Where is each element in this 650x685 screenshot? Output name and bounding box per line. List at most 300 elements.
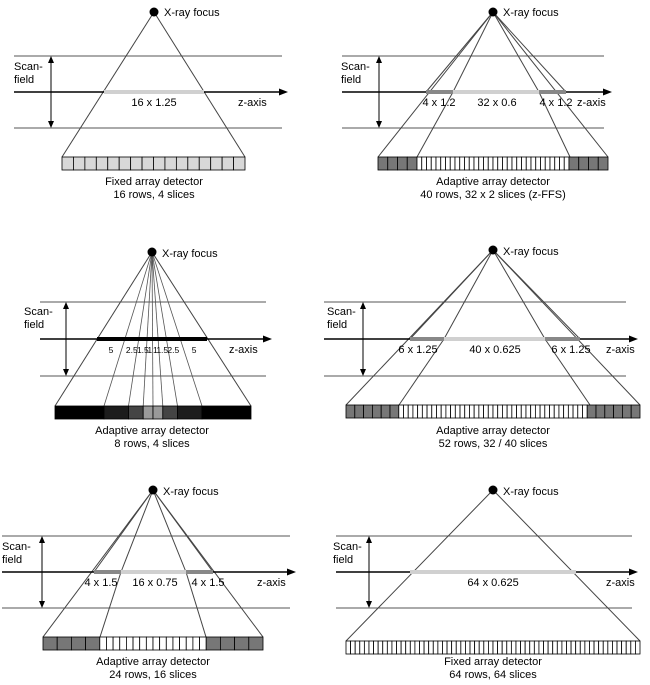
detector-row-cell — [557, 641, 562, 654]
detector-row-cell — [85, 157, 96, 170]
detector-row-cell — [516, 641, 521, 654]
detector-inner-row-cell — [568, 405, 573, 418]
detector-row-cell — [176, 157, 187, 170]
scan-field-label-line-2: field — [341, 74, 362, 86]
detector-outer-row-cell — [220, 637, 234, 650]
z-axis-arrowhead — [263, 336, 272, 343]
detector-inner-row-cell — [550, 157, 555, 170]
row-width-label: 1 — [147, 345, 153, 355]
detector-inner-row-cell — [545, 405, 550, 418]
fan-beam-inner-ray — [493, 12, 566, 92]
detector-inner-row-cell — [126, 637, 133, 650]
detector-caption-title: Fixed array detector — [444, 656, 542, 668]
detector-row-cell — [479, 641, 484, 654]
detector-outer-row-cell — [346, 405, 355, 418]
detector-row-cell — [234, 157, 245, 170]
detector-row-cell — [424, 641, 429, 654]
detector-inner-row-cell — [120, 637, 127, 650]
detector-row-cell — [603, 641, 608, 654]
detector-inner-row-cell — [560, 157, 565, 170]
row-width-label: 1.5 — [136, 345, 149, 355]
collimation-label-outer-left: 4 x 1.5 — [84, 577, 118, 589]
detector-outer-row-cell — [622, 405, 631, 418]
detector-array — [55, 406, 251, 419]
detector-outer-row-cell — [587, 405, 596, 418]
detector-inner-row-cell — [507, 157, 512, 170]
detector-inner-row-cell — [451, 405, 456, 418]
detector-outer-row-cell — [390, 405, 399, 418]
detector-row-cell — [635, 641, 640, 654]
scan-field-label-line-2: field — [327, 319, 348, 331]
collimation-label-inner: 16 x 0.75 — [132, 577, 178, 589]
detector-row-cell — [73, 157, 84, 170]
x-ray-focus-label: X-ray focus — [164, 7, 220, 19]
detector-inner-row-cell — [474, 157, 479, 170]
x-ray-focus-point — [148, 248, 157, 257]
detector-inner-row-cell — [531, 157, 536, 170]
detector-row-cell — [465, 641, 470, 654]
detector-inner-row-cell — [427, 405, 432, 418]
collimation-label-inner: 32 x 0.6 — [477, 97, 517, 109]
detector-row-cell — [364, 641, 369, 654]
detector-outer-row-cell — [598, 157, 608, 170]
detector-row-cell — [521, 641, 526, 654]
detector-outer-row-cell — [381, 405, 390, 418]
detector-row-cell — [544, 641, 549, 654]
detector-inner-row-cell — [507, 405, 512, 418]
z-axis-arrowhead — [287, 569, 296, 576]
detector-inner-row-cell — [200, 637, 207, 650]
scan-field-label-line-1: Scan- — [2, 541, 31, 553]
detector-inner-row-cell — [502, 405, 507, 418]
detector-row-cell — [178, 406, 203, 419]
detector-inner-row-cell — [479, 405, 484, 418]
detector-caption-title: Adaptive array detector — [436, 425, 550, 437]
fan-beam-row-rays — [104, 252, 202, 406]
detector-caption-details: 40 rows, 32 x 2 slices (z-FFS) — [420, 189, 566, 201]
panel-adaptive-52-row — [324, 246, 640, 451]
x-ray-focus-point — [489, 8, 498, 17]
detector-inner-row-cell — [436, 405, 441, 418]
fan-beam-inner-ray — [493, 250, 545, 339]
x-ray-focus-point — [489, 486, 498, 495]
detector-row-cell — [507, 641, 512, 654]
fan-beam-inner-ray — [94, 490, 153, 572]
scan-field-arrowhead-up — [48, 56, 54, 63]
detector-row-cell — [452, 641, 457, 654]
detector-caption-details: 8 rows, 4 slices — [114, 438, 190, 450]
detector-row-cell — [108, 157, 119, 170]
detector-inner-row-cell — [399, 405, 404, 418]
row-width-label: 1.5 — [156, 345, 169, 355]
scan-field-arrowhead-up — [366, 536, 372, 543]
detector-row-cell — [438, 641, 443, 654]
detector-array — [378, 157, 608, 170]
scan-field-label-line-1: Scan- — [327, 306, 356, 318]
detector-row-cell — [553, 641, 558, 654]
detector-outer-row-cell — [372, 405, 381, 418]
scan-field-label-line-2: field — [24, 319, 45, 331]
scan-field-arrowhead-up — [39, 536, 45, 543]
detector-row-cell — [378, 641, 383, 654]
fan-beam-right-edge — [154, 12, 245, 157]
detector-row-cell — [55, 406, 104, 419]
collimation-label-outer-left: 4 x 1.2 — [422, 97, 456, 109]
x-ray-focus-label: X-ray focus — [503, 7, 559, 19]
detector-inner-row-cell — [469, 405, 474, 418]
detector-row-cell — [511, 641, 516, 654]
detector-inner-row-cell — [559, 405, 564, 418]
detector-outer-row-cell — [398, 157, 408, 170]
detector-row-cell — [488, 641, 493, 654]
z-axis-label: z-axis — [577, 97, 606, 109]
detector-inner-row-cell — [465, 405, 470, 418]
detector-inner-row-cell — [140, 637, 147, 650]
detector-row-cell — [154, 157, 165, 170]
detector-inner-row-cell — [146, 637, 153, 650]
detector-caption-title: Fixed array detector — [105, 176, 203, 188]
fan-beam-row-ray — [129, 252, 153, 406]
detector-inner-row-cell — [564, 157, 569, 170]
detector-row-cell — [580, 641, 585, 654]
detector-row-cell — [142, 157, 153, 170]
detector-inner-row-cell — [541, 157, 546, 170]
scan-field-label-line-2: field — [2, 554, 23, 566]
x-ray-focus-label: X-ray focus — [163, 486, 219, 498]
detector-row-cell — [129, 406, 144, 419]
detector-row-cell — [631, 641, 636, 654]
detector-inner-row-cell — [512, 405, 517, 418]
detector-row-cell — [447, 641, 452, 654]
fan-beam-inner-ray — [153, 490, 186, 572]
detector-inner-row-cell — [540, 405, 545, 418]
z-axis-label: z-axis — [606, 344, 635, 356]
detector-inner-row-cell — [535, 405, 540, 418]
detector-outer-row-cell — [235, 637, 249, 650]
detector-row-cell — [617, 641, 622, 654]
detector-inner-row-cell — [422, 157, 427, 170]
detector-row-cell — [199, 157, 210, 170]
fan-beam-left-edge — [346, 490, 493, 641]
detector-row-cell — [470, 641, 475, 654]
z-axis-label: z-axis — [229, 344, 258, 356]
fan-beam-left-edge — [55, 252, 152, 406]
z-axis-arrowhead — [279, 89, 288, 96]
detector-row-cell — [392, 641, 397, 654]
detector-row-cell — [571, 641, 576, 654]
scan-field-arrowhead-down — [376, 121, 382, 128]
detector-caption-title: Adaptive array detector — [95, 425, 209, 437]
detector-inner-row-cell — [479, 157, 484, 170]
collimation-label-inner: 40 x 0.625 — [469, 344, 521, 356]
scan-field-label-line-2: field — [14, 74, 35, 86]
detector-row-cell — [484, 641, 489, 654]
detector-inner-row-cell — [526, 405, 531, 418]
detector-row-cell — [442, 641, 447, 654]
detector-inner-row-cell — [493, 405, 498, 418]
detector-row-cell — [165, 157, 176, 170]
detector-row-cell — [456, 641, 461, 654]
detector-array — [346, 641, 640, 654]
scan-field-arrowhead-down — [63, 369, 69, 376]
detector-row-cell — [131, 157, 142, 170]
fan-beam-inner-ray — [493, 250, 580, 339]
detector-outer-row-cell — [605, 405, 614, 418]
panel-adaptive-8-row — [24, 248, 272, 451]
x-ray-focus-label: X-ray focus — [503, 246, 559, 258]
fan-beam-left-edge — [378, 12, 493, 157]
fan-beam-row-ray — [152, 252, 153, 406]
detector-outer-row-cell — [364, 405, 373, 418]
collimation-label: 16 x 1.25 — [131, 97, 177, 109]
row-width-label: 1 — [152, 345, 158, 355]
scan-field-arrowhead-up — [376, 56, 382, 63]
detector-inner-row-cell — [522, 157, 527, 170]
detector-outer-row-cell — [71, 637, 85, 650]
detector-inner-row-cell — [554, 405, 559, 418]
detector-inner-row-cell — [550, 405, 555, 418]
fan-beam-inner-ray — [493, 12, 539, 92]
detector-caption-title: Adaptive array detector — [96, 656, 210, 668]
collimation-label-outer-right: 6 x 1.25 — [551, 344, 591, 356]
scan-field-arrowhead-down — [366, 601, 372, 608]
detector-outer-row-cell — [407, 157, 417, 170]
detector-inner-row-cell — [417, 157, 422, 170]
x-ray-focus-label: X-ray focus — [162, 248, 218, 260]
scan-field-label-line-1: Scan- — [333, 541, 362, 553]
detector-inner-row-cell — [404, 405, 409, 418]
detector-row-cell — [202, 406, 251, 419]
detector-inner-row-cell — [173, 637, 180, 650]
detector-inner-row-cell — [193, 637, 200, 650]
detector-outer-row-cell — [57, 637, 71, 650]
z-axis-arrowhead — [603, 89, 612, 96]
panel-fixed-64-row — [333, 486, 640, 682]
detector-row-cell — [429, 641, 434, 654]
detector-row-cell — [346, 641, 351, 654]
detector-outer-row-cell — [378, 157, 388, 170]
detector-row-cell — [534, 641, 539, 654]
x-ray-focus-label: X-ray focus — [503, 486, 559, 498]
scan-field-label-line-2: field — [333, 554, 354, 566]
detector-row-cell — [433, 641, 438, 654]
detector-row-cell — [576, 641, 581, 654]
detector-row-cell — [222, 157, 233, 170]
row-width-label: 5 — [108, 345, 114, 355]
detector-row-cell — [96, 157, 107, 170]
detector-inner-row-cell — [521, 405, 526, 418]
fan-beam-inner-ray — [121, 490, 153, 572]
detector-inner-row-cell — [418, 405, 423, 418]
detector-inner-row-cell — [153, 637, 160, 650]
detector-caption-details: 64 rows, 64 slices — [449, 669, 537, 681]
detector-inner-row-cell — [106, 637, 113, 650]
detector-row-cell — [585, 641, 590, 654]
x-ray-focus-point — [150, 8, 159, 17]
x-ray-focus-point — [489, 246, 498, 255]
detector-caption-details: 52 rows, 32 / 40 slices — [438, 438, 548, 450]
scan-field-arrowhead-up — [63, 302, 69, 309]
detector-array — [43, 637, 263, 650]
detector-outer-row-cell — [388, 157, 398, 170]
detector-inner-row-cell — [578, 405, 583, 418]
detector-row-cell — [475, 641, 480, 654]
row-width-label: 2.5 — [125, 345, 138, 355]
fan-beam-row-ray — [152, 252, 202, 406]
row-width-label: 5 — [191, 345, 197, 355]
detector-row-cell — [626, 641, 631, 654]
detector-inner-row-cell — [431, 157, 436, 170]
detector-row-cell — [355, 641, 360, 654]
detector-inner-row-cell — [113, 637, 120, 650]
detector-outer-row-cell — [86, 637, 100, 650]
detector-inner-row-cell — [465, 157, 470, 170]
detector-inner-row-cell — [460, 157, 465, 170]
detector-inner-row-cell — [493, 157, 498, 170]
detector-inner-row-cell — [555, 157, 560, 170]
detector-row-cell — [539, 641, 544, 654]
detector-row-cell — [608, 641, 613, 654]
z-axis-label: z-axis — [257, 577, 286, 589]
detector-row-cell — [383, 641, 388, 654]
fan-beam-right-edge — [493, 12, 608, 157]
detector-inner-row-cell — [503, 157, 508, 170]
detector-outer-row-cell — [614, 405, 623, 418]
detector-row-cell — [397, 641, 402, 654]
collimation-label-outer-right: 4 x 1.2 — [539, 97, 573, 109]
x-ray-focus-point — [149, 486, 158, 495]
detector-inner-row-cell — [488, 405, 493, 418]
fan-beam-left-edge — [62, 12, 154, 157]
detector-inner-row-cell — [517, 157, 522, 170]
detector-inner-row-cell — [545, 157, 550, 170]
detector-inner-row-cell — [408, 405, 413, 418]
detector-inner-row-cell — [432, 405, 437, 418]
detector-inner-row-cell — [460, 405, 465, 418]
detector-outer-row-cell — [579, 157, 589, 170]
detector-outer-row-cell — [249, 637, 263, 650]
row-width-label: 2.5 — [167, 345, 180, 355]
detector-outer-row-cell — [589, 157, 599, 170]
scan-field-arrowhead-down — [48, 121, 54, 128]
detector-array — [62, 157, 245, 170]
detector-array — [346, 405, 640, 418]
collimation-label-outer-right: 4 x 1.5 — [191, 577, 225, 589]
fan-beam-left-edge — [43, 490, 153, 637]
detector-inner-row-cell — [455, 157, 460, 170]
z-axis-arrowhead — [629, 569, 638, 576]
panel-adaptive-40-row — [341, 7, 612, 201]
detector-inner-row-cell — [512, 157, 517, 170]
detector-row-cell — [143, 406, 153, 419]
fan-beam-inner-ray — [153, 490, 213, 572]
scan-field-arrowhead-up — [360, 302, 366, 309]
detector-inner-row-cell — [484, 405, 489, 418]
scan-field-label-line-1: Scan- — [24, 306, 53, 318]
detector-inner-row-cell — [582, 405, 587, 418]
detector-row-cell — [188, 157, 199, 170]
detector-row-cell — [351, 641, 356, 654]
detector-row-cell — [599, 641, 604, 654]
scan-field-arrowhead-down — [360, 369, 366, 376]
detector-row-cell — [406, 641, 411, 654]
detector-row-cell — [369, 641, 374, 654]
detector-inner-row-cell — [441, 405, 446, 418]
detector-row-cell — [525, 641, 530, 654]
detector-caption-title: Adaptive array detector — [436, 176, 550, 188]
panel-adaptive-24-row — [2, 486, 296, 682]
detector-outer-row-cell — [43, 637, 57, 650]
detector-row-cell — [119, 157, 130, 170]
detector-inner-row-cell — [441, 157, 446, 170]
z-axis-label: z-axis — [606, 577, 635, 589]
detector-row-cell — [410, 641, 415, 654]
detector-inner-row-cell — [455, 405, 460, 418]
detector-row-cell — [360, 641, 365, 654]
detector-inner-row-cell — [133, 637, 140, 650]
detector-row-cell — [530, 641, 535, 654]
detector-row-cell — [420, 641, 425, 654]
fan-beam-right-edge — [152, 252, 251, 406]
scan-field-label-line-1: Scan- — [341, 61, 370, 73]
detector-inner-row-cell — [446, 157, 451, 170]
detector-row-cell — [153, 406, 163, 419]
z-axis-arrowhead — [629, 336, 638, 343]
detector-inner-row-cell — [186, 637, 193, 650]
detector-inner-row-cell — [436, 157, 441, 170]
detector-row-cell — [594, 641, 599, 654]
detector-outer-row-cell — [631, 405, 640, 418]
detector-inner-row-cell — [422, 405, 427, 418]
detector-row-cell — [562, 641, 567, 654]
detector-row-cell — [415, 641, 420, 654]
detector-outer-row-cell — [206, 637, 220, 650]
detector-inner-row-cell — [469, 157, 474, 170]
detector-inner-row-cell — [573, 405, 578, 418]
detector-inner-row-cell — [564, 405, 569, 418]
detector-inner-row-cell — [446, 405, 451, 418]
detector-inner-row-cell — [484, 157, 489, 170]
detector-inner-row-cell — [160, 637, 167, 650]
detector-row-cell — [387, 641, 392, 654]
detector-inner-row-cell — [498, 405, 503, 418]
detector-row-cell — [567, 641, 572, 654]
detector-outer-row-cell — [355, 405, 364, 418]
detector-caption-details: 16 rows, 4 slices — [113, 189, 195, 201]
detector-inner-row-cell — [531, 405, 536, 418]
detector-row-cell — [502, 641, 507, 654]
panel-fixed-16-row — [14, 7, 288, 201]
z-axis-label: z-axis — [238, 97, 267, 109]
collimation-label: 64 x 0.625 — [467, 577, 519, 589]
detector-inner-row-cell — [180, 637, 187, 650]
detector-row-cell — [461, 641, 466, 654]
detector-inner-row-cell — [488, 157, 493, 170]
detector-row-cell — [612, 641, 617, 654]
detector-row-cell — [548, 641, 553, 654]
detector-inner-row-cell — [413, 405, 418, 418]
detector-row-cell — [493, 641, 498, 654]
detector-inner-row-cell — [498, 157, 503, 170]
detector-row-cell — [498, 641, 503, 654]
detector-row-cell — [62, 157, 73, 170]
scan-field-label-line-1: Scan- — [14, 61, 43, 73]
collimation-label-outer-left: 6 x 1.25 — [398, 344, 438, 356]
detector-outer-row-cell — [596, 405, 605, 418]
detector-row-cell — [104, 406, 129, 419]
scan-field-arrowhead-down — [39, 601, 45, 608]
detector-inner-row-cell — [166, 637, 173, 650]
